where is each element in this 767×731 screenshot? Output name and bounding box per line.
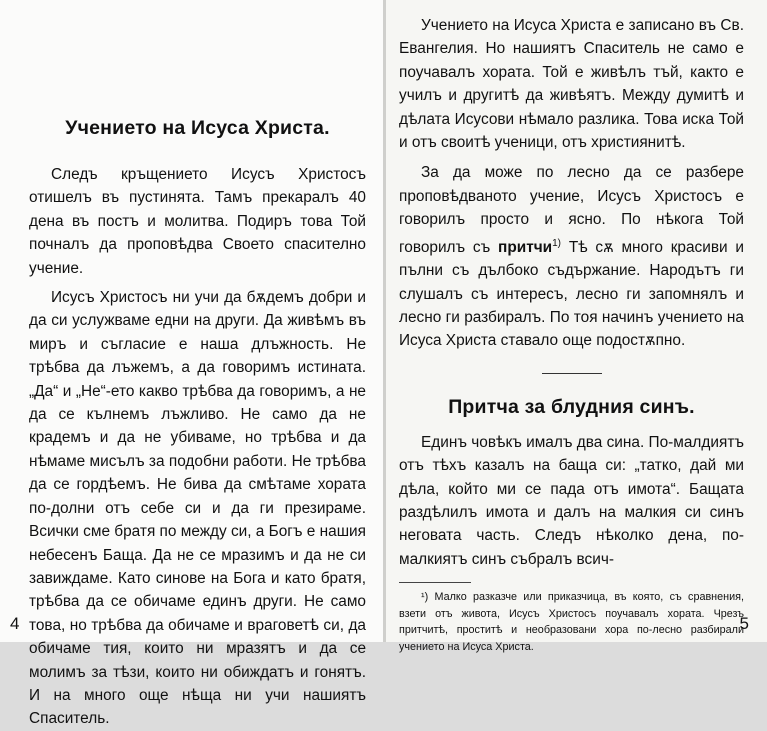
left-page [0, 0, 384, 728]
footnote: ¹) Малко разказче или приказчица, въ която, съ сравнения, взети отъ живота, Исусъ Христосъ поучавалъ хората. Чрезъ притчитѣ, проститѣ и необразовани хора по-лесно разбирали учението на Исуса Христа. [399, 591, 744, 653]
paragraph: Единъ човѣкъ ималъ два сина. По-малдиятъ отъ тѣхъ казалъ на баща си: „татко, дай ми дѣла, който ми се пада отъ имота“. Бащата раздѣлилъ имота и далъ на малкия си синъ неговата часть. Следъ нѣколко дена, по-малкиятъ синъ събралъ всич- [399, 433, 744, 568]
page-number: 5 [739, 614, 749, 633]
bold-term: притчи [498, 238, 553, 256]
footnote-rule [399, 582, 471, 583]
paragraph: Учението на Исуса Христа е записано въ Св. Евангелия. Но нашиятъ Спаситель не само е поучавалъ хората. Той е живѣлъ тъй, както е училъ и другитѣ да живѣятъ. Между думитѣ и дѣлата Исусови нѣмало разлика. Това иска Той и отъ своитѣ ученици, отъ християнитѣ. [399, 17, 744, 152]
section-divider [542, 373, 602, 374]
paragraph-text: За да може по лесно да се разбере проповѣдваното учение, Исусъ Христосъ е говорилъ просто и ясно. По нѣкога Той говорилъ съ [399, 164, 744, 256]
section-title: Притча за блудния синъ. [448, 395, 695, 418]
paragraph: Исусъ Христосъ ни учи да бѫдемъ добри и да си услужваме едни на други. Да живѣмъ въ миръ и съгласие е наша длъжность. Не трѣбва да лъжемъ, а да говоримъ истината. „Да“ и „Не“-ето какво трѣбва да говоримъ, а не да се кълнемъ лъжливо. Не само да не крадемъ и да не убиваме, но трѣбва и да нѣмаме мисълъ за подобни работи. Не трѣбва да се гордѣемъ. Не бива да смѣтаме хората по-долни отъ себе си и да ги презираме. Всички сме братя по между си, а Богъ е нашия небесенъ Баща. Да не се мразимъ и да не си завиждаме. Като синове на Бога и като братя, трѣбва да се обичаме единъ други. Не само това, но трѣбва да обичаме и враговетѣ си, да обичаме тия, които ни мразятъ и да се молимъ за тѣзи, които ни обиждатъ и гонятъ. И на много още нѣща ни учи нашиятъ Спаситель. [29, 289, 366, 728]
paragraph: Следъ кръщението Исусъ Христосъ отишелъ въ пустинята. Тамъ прекаралъ 40 дена въ постъ и молитва. Подиръ това Той почналъ да проповѣдва Своето спасително учение. [29, 166, 366, 277]
page-number: 4 [10, 614, 20, 633]
footnote-marker: 1) [552, 237, 562, 249]
right-page [386, 0, 767, 653]
paragraph-text: Тѣ сѫ много красиви и пълни съ дълбоко съдържание. Народътъ ги слушалъ съ интересъ, лесно ги запомнялъ и лесно ги разбиралъ. По тоя начинъ учението на Исуса Христа ставало още подостѫпно. [399, 238, 744, 350]
paragraph [399, 161, 744, 352]
chapter-title: Учението на Исуса Христа. [65, 117, 330, 139]
